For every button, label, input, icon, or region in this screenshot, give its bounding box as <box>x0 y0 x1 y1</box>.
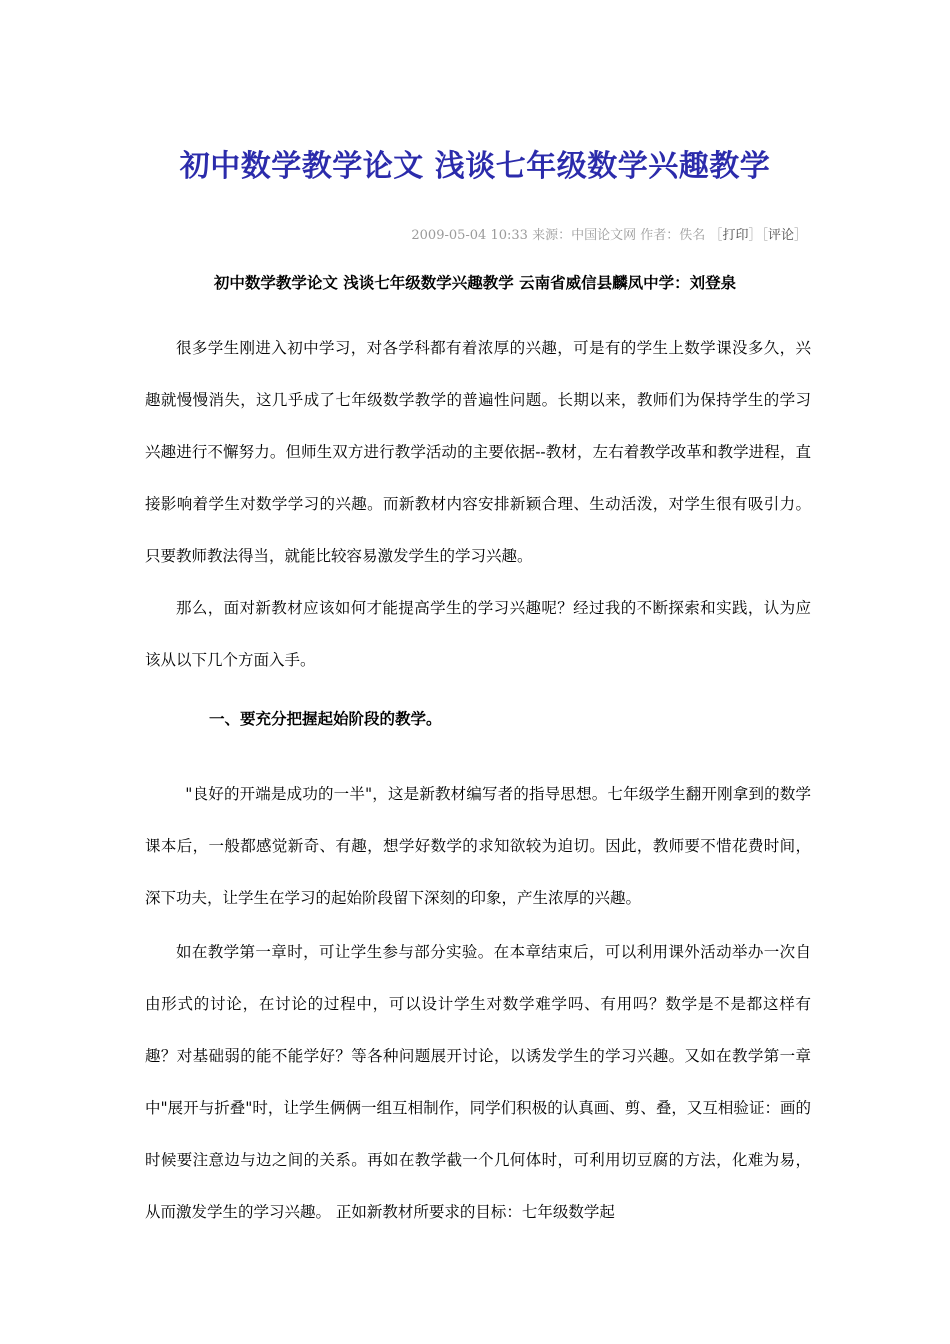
paragraph-1: 很多学生刚进入初中学习，对各学科都有着浓厚的兴趣，可是有的学生上数学课没多久，兴趣就慢慢消失，这几乎成了七年级数学教学的普遍性问题。长期以来，教师们为保持学生的学习兴趣进行不懈努力。但师生双方进行教学活动的主要依据--教材，左右着教学改革和教学进程，直接影响着学生对数学学习的兴趣。而新教材内容安排新颖合理、生动活泼，对学生很有吸引力。只要教师教法得当，就能比较容易激发学生的学习兴趣。 <box>145 339 811 565</box>
paragraph-4: 如在教学第一章时，可让学生参与部分实验。在本章结束后，可以利用课外活动举办一次自由形式的讨论，在讨论的过程中，可以设计学生对数学难学吗、有用吗？数学是不是都这样有趣？对基础弱的能不能学好？等各种问题展开讨论，以诱发学生的学习兴趣。又如在教学第一章中"展开与折叠"时，让学生俩俩一组互相制作，同学们积极的认真画、剪、叠，又互相验证：画的时候要注意边与边之间的关系。再如在教学截一个几何体时，可利用切豆腐的方法，化难为易，从而激发学生的学习兴趣。 正如新教材所要求的目标：七年级数学起 <box>145 943 811 1221</box>
comment-link[interactable]: 评论 <box>767 228 794 243</box>
print-link-wrapper: ［打印］［评论］ <box>709 228 807 243</box>
print-link[interactable]: 打印 <box>722 228 749 243</box>
source-label: 来源： <box>532 228 572 243</box>
section-heading-1: 一、要充分把握起始阶段的教学。 <box>209 710 442 728</box>
article-subtitle: 初中数学教学论文 浅谈七年级数学兴趣教学 云南省威信县麟凤中学：刘登泉 <box>213 274 737 292</box>
source-value: 中国论文网 <box>571 228 637 243</box>
publish-datetime: 2009-05-04 10:33 <box>411 228 528 243</box>
author-label: 作者： <box>640 228 680 243</box>
paragraph-2: 那么，面对新教材应该如何才能提高学生的学习兴趣呢？经过我的不断探索和实践，认为应该从以下几个方面入手。 <box>145 599 811 669</box>
author-value: 佚名 <box>679 228 706 243</box>
paragraph-3: "良好的开端是成功的一半"，这是新教材编写者的指导思想。七年级学生翻开刚拿到的数学课本后，一般都感觉新奇、有趣，想学好数学的求知欲较为迫切。因此，教师要不惜花费时间，深下功夫，让学生在学习的起始阶段留下深刻的印象，产生浓厚的兴趣。 <box>145 785 811 907</box>
article-title: 初中数学教学论文 浅谈七年级数学兴趣教学 <box>179 149 771 184</box>
article-meta <box>411 227 807 245</box>
